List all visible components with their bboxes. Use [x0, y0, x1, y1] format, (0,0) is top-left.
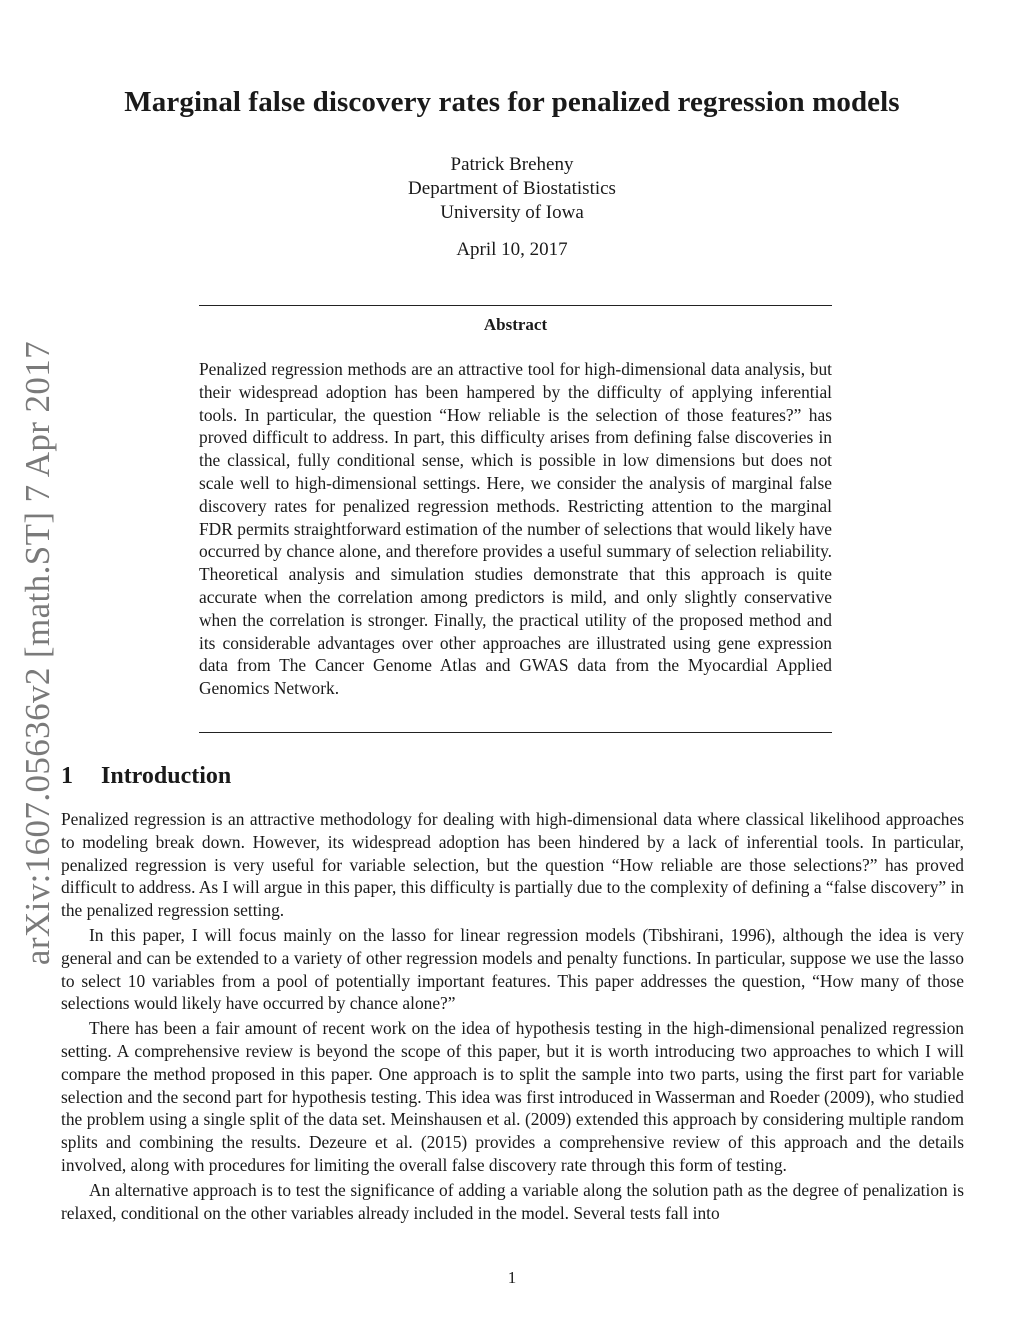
author-university: University of Iowa	[440, 202, 584, 223]
paper-title: Marginal false discovery rates for penalized regression models	[124, 86, 900, 118]
paper-date: April 10, 2017	[456, 239, 568, 260]
section-heading	[61, 763, 231, 790]
arxiv-identifier-stamp: arXiv:1607.05636v2 [math.ST] 7 Apr 2017	[18, 340, 57, 966]
paragraph: In this paper, I will focus mainly on the lasso for linear regression models (Tibshirani, 1996), although the idea is very general and can be extended to a variety of other regression models and penalty functions. In particular, suppose we use the lasso to select 10 variables from a pool of potentially important features. This paper addresses the question, “How many of those selections would likely have occurred by chance alone?”	[61, 924, 964, 1014]
section-title: Introduction	[101, 763, 232, 789]
author-name: Patrick Breheny	[450, 154, 574, 175]
abstract-text: Penalized regression methods are an attractive tool for high-dimensional data analysis, but their widespread adoption has been hampered by the difficulty of applying inferential tools. In particular, the question “How reliable is the selection of those features?” has proved difficult to address. In part, this difficulty arises from defining false discoveries in the classical, fully conditional sense, which is possible in low dimensions but does not scale well to high-dimensional settings. Here, we consider the analysis of marginal false discovery rates for penalized regression methods. Restricting attention to the marginal FDR permits straightforward estimation of the number of selections that would likely have occurred by chance alone, and therefore provides a useful summary of selection reliability. Theoretical analysis and simulation studies demonstrate that this approach is quite accurate when the correlation among predictors is mild, and only slightly conservative when the correlation is stronger. Finally, the practical utility of the proposed method and its considerable advantages over other approaches are illustrated using gene expression data from The Cancer Genome Atlas and GWAS data from the Myocardial Applied Genomics Network.	[199, 359, 832, 699]
section-body	[61, 808, 964, 1224]
paragraph: Penalized regression is an attractive methodology for dealing with high-dimensional data where classical likelihood approaches to modeling break down. However, its widespread adoption has been hindered by a lack of inferential tools. In particular, penalized regression is very useful for variable selection, but the question “How reliable are those selections?” has proved difficult to address. As I will argue in this paper, this difficulty is partially due to the complexity of defining a “false discovery” in the penalized regression setting.	[61, 809, 964, 921]
section-number: 1	[61, 763, 73, 789]
page-number: 1	[507, 1268, 517, 1287]
paragraph: An alternative approach is to test the significance of adding a variable along the solution path as the degree of penalization is relaxed, conditional on the other variables already included in the model. Several tests fall into	[61, 1179, 964, 1223]
paragraph: There has been a fair amount of recent work on the idea of hypothesis testing in the high-dimensional penalized regression setting. A comprehensive review is beyond the scope of this paper, but it is worth introducing two approaches to which I will compare the method proposed in this paper. One approach is to split the sample into two parts, using the first part for variable selection and the second part for hypothesis testing. This idea was first introduced in Wasserman and Roeder (2009), who studied the problem using a single split of the data set. Meinshausen et al. (2009) extended this approach by considering multiple random splits and combining the results. Dezeure et al. (2015) provides a comprehensive review of this approach and the details involved, along with procedures for limiting the overall false discovery rate through this form of testing.	[61, 1018, 964, 1175]
abstract-heading: Abstract	[483, 315, 548, 334]
author-department: Department of Biostatistics	[408, 178, 616, 199]
abstract-top-rule	[199, 305, 832, 306]
abstract-bottom-rule	[199, 732, 832, 733]
author-block	[0, 153, 1024, 225]
